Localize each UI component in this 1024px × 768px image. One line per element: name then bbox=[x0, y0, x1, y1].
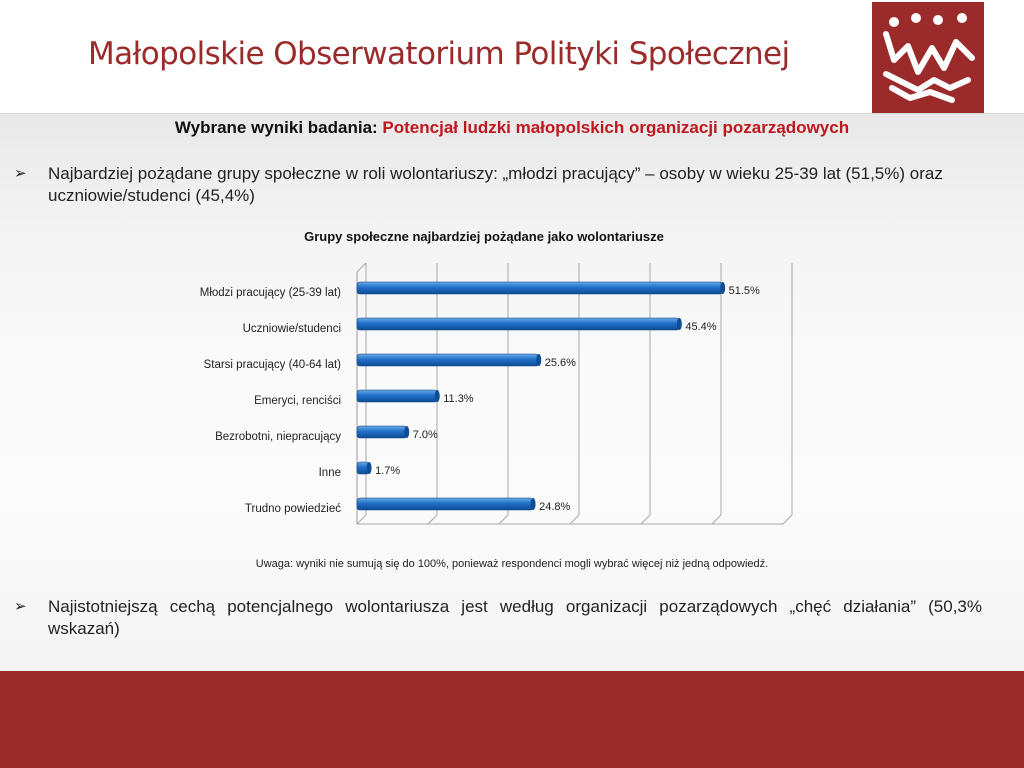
bar-cap bbox=[720, 282, 725, 294]
category-label: Uczniowie/studenci bbox=[242, 323, 341, 335]
bar bbox=[357, 318, 679, 330]
bar-cap bbox=[677, 318, 682, 330]
category-label: Trudno powiedzieć bbox=[244, 503, 341, 515]
category-label: Starsi pracujący (40-64 lat) bbox=[203, 359, 341, 371]
bar bbox=[357, 390, 437, 402]
subtitle-highlight: Potencjał ludzki małopolskich organizacji pozarządowych bbox=[382, 118, 850, 137]
footer-band bbox=[0, 671, 1024, 768]
value-label: 45.4% bbox=[685, 321, 717, 333]
gridline-floor bbox=[499, 515, 508, 524]
arrow-bullet-icon: ➢ bbox=[14, 598, 27, 615]
gridline-floor bbox=[712, 515, 721, 524]
bar-cap bbox=[435, 390, 440, 402]
header-title: Małopolskie Obserwatorium Polityki Społecznej bbox=[88, 36, 790, 72]
gridline-floor bbox=[357, 515, 366, 524]
bar-cap bbox=[367, 462, 372, 474]
bar-cap bbox=[536, 354, 541, 366]
category-label: Inne bbox=[318, 467, 341, 479]
arrow-bullet-icon: ➢ bbox=[14, 165, 27, 182]
value-label: 24.8% bbox=[539, 501, 571, 513]
value-label: 11.3% bbox=[443, 393, 474, 405]
bar bbox=[357, 282, 723, 294]
category-label: Młodzi pracujący (25-39 lat) bbox=[199, 287, 341, 299]
bar bbox=[357, 354, 539, 366]
bar bbox=[357, 426, 407, 438]
gridline-floor bbox=[570, 515, 579, 524]
category-label: Bezrobotni, niepracujący bbox=[215, 431, 341, 443]
bar-cap bbox=[531, 498, 536, 510]
bullet-text-2: Najistotniejszą cechą potencjalnego wolontariusza jest według organizacji pozarządowych „chęć działania” (50,3% wskazań) bbox=[48, 597, 982, 638]
value-label: 7.0% bbox=[412, 429, 438, 441]
gridline-floor bbox=[641, 515, 650, 524]
value-label: 51.5% bbox=[728, 285, 760, 297]
value-label: 1.7% bbox=[375, 465, 401, 477]
bar bbox=[357, 498, 533, 510]
axis-wall-top bbox=[357, 263, 366, 272]
chart-title: Grupy społeczne najbardziej pożądane jako wolontariusze bbox=[304, 229, 664, 244]
chart-note: Uwaga: wyniki nie sumują się do 100%, ponieważ respondenci mogli wybrać więcej niż jedną odpowiedź. bbox=[255, 558, 769, 570]
gridline-floor bbox=[783, 515, 792, 524]
gridline-floor bbox=[428, 515, 437, 524]
category-label: Emeryci, renciści bbox=[254, 395, 341, 407]
bar-cap bbox=[404, 426, 409, 438]
bullet-item-2 bbox=[14, 596, 982, 640]
value-label: 25.6% bbox=[544, 357, 576, 369]
subtitle-prefix: Wybrane wyniki badania: bbox=[174, 118, 378, 137]
bullet-text-1: Najbardziej pożądane grupy społeczne w roli wolontariuszy: „młodzi pracujący” – osoby w wieku 25-39 lat (51,5%) oraz uczniowie/studenci (45,4%) bbox=[48, 164, 943, 205]
